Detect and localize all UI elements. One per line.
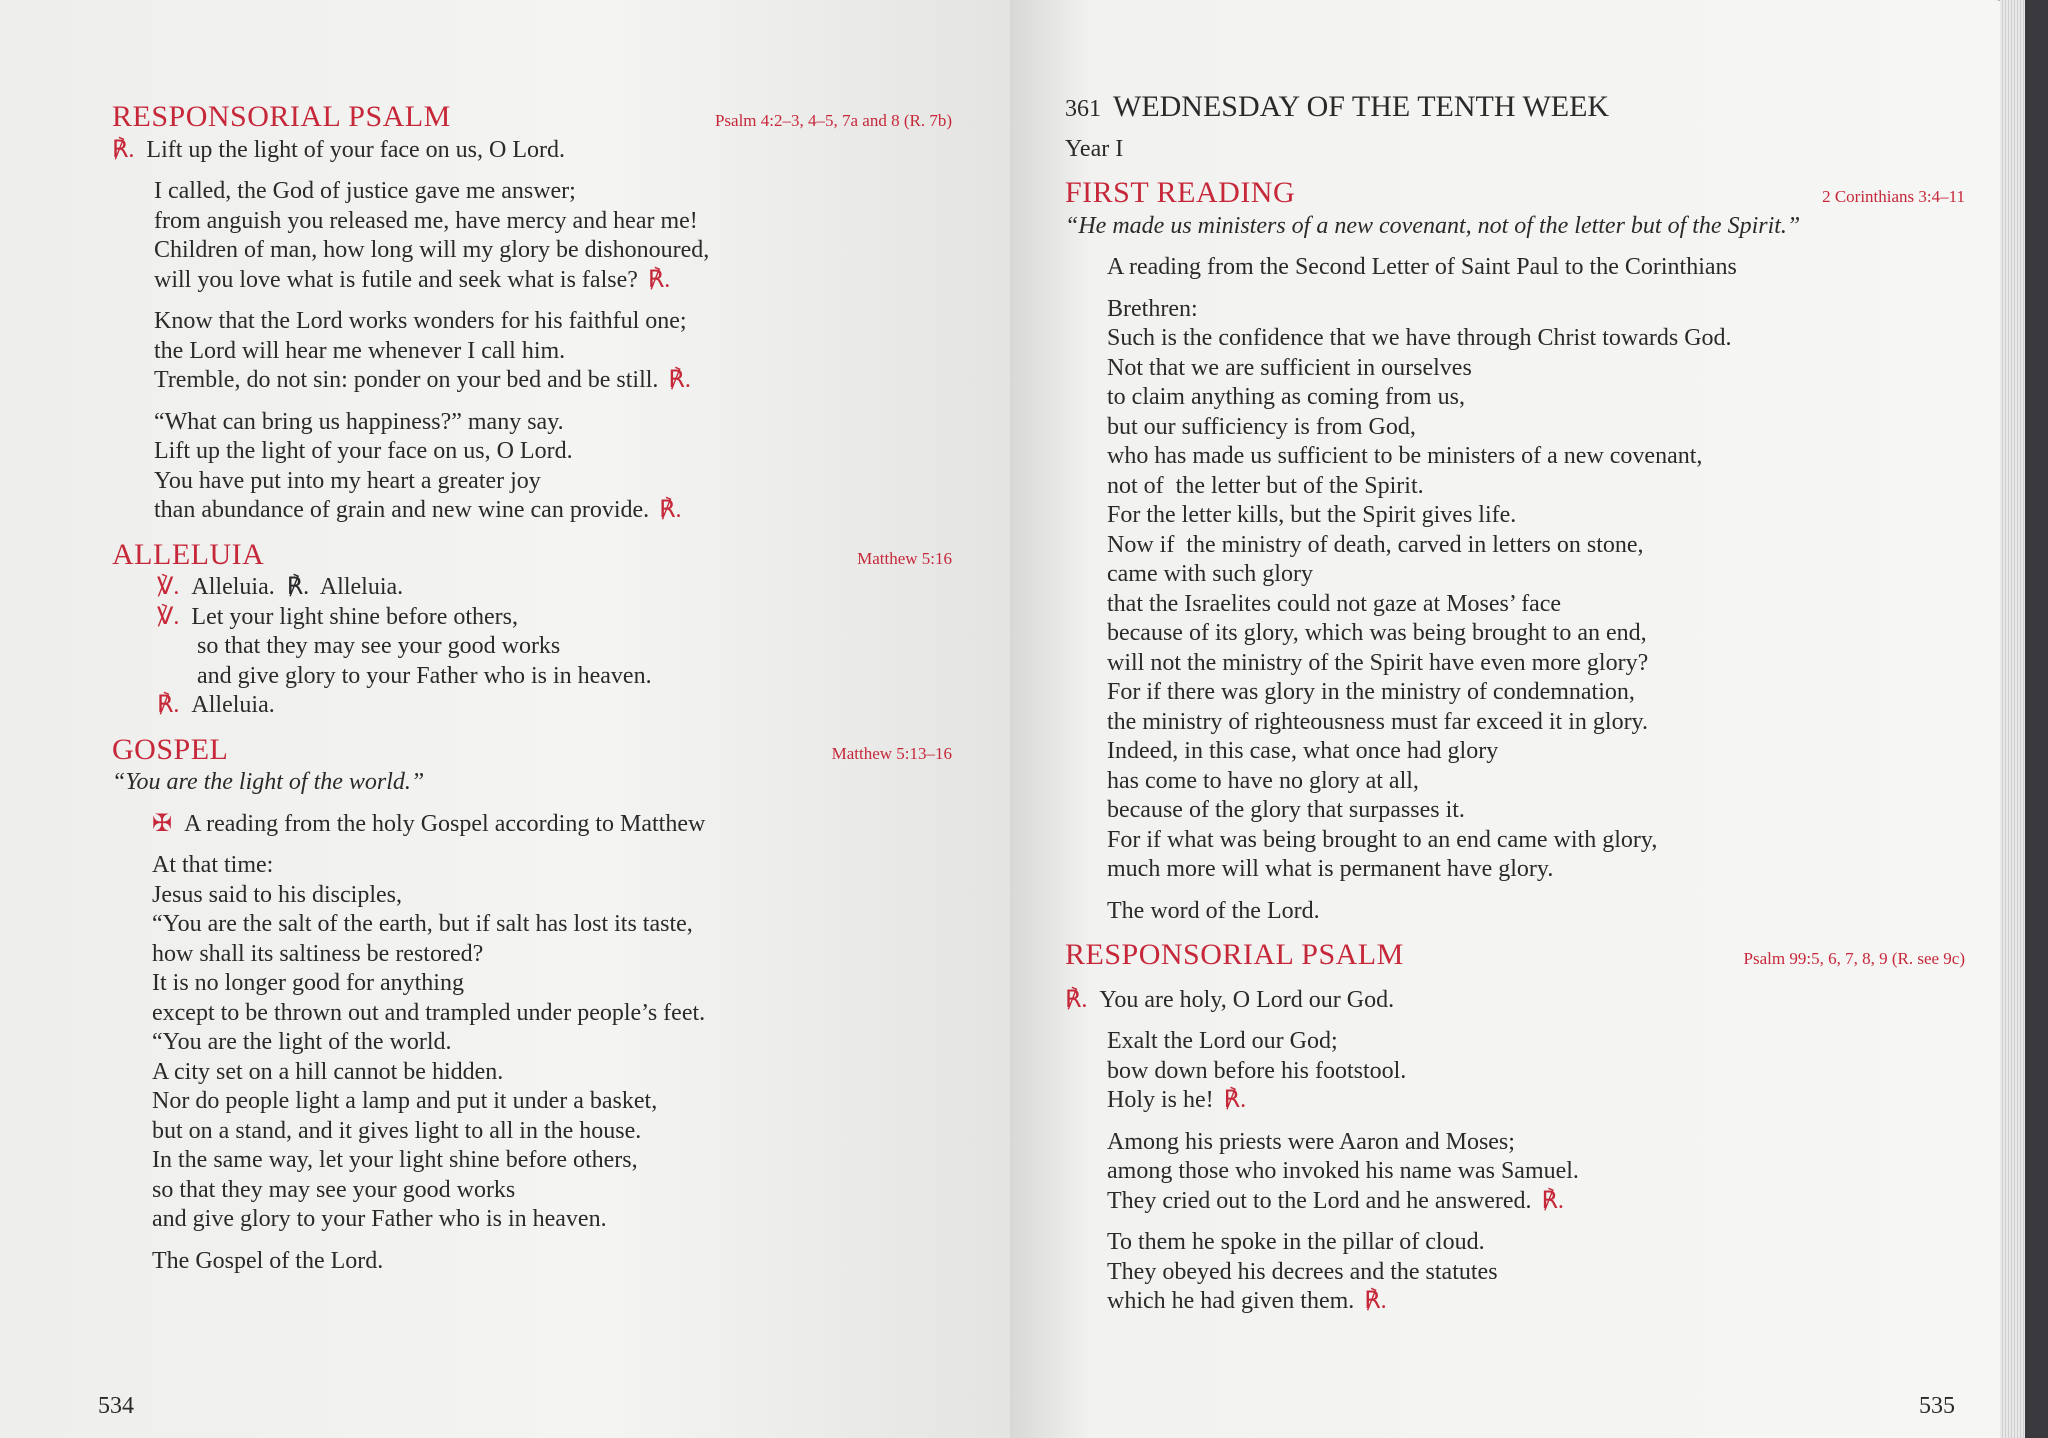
line-text: Holy is he! bbox=[1107, 1087, 1214, 1113]
text-line bbox=[1065, 708, 1965, 738]
line-text: from anguish you released me, have mercy and hear me! bbox=[154, 207, 698, 234]
text-line bbox=[112, 1176, 952, 1206]
text-line bbox=[112, 603, 952, 633]
text-line bbox=[1065, 737, 1965, 767]
right-page-content bbox=[1065, 92, 1965, 1317]
line-text: Know that the Lord works wonders for his faithful one; bbox=[154, 308, 687, 334]
text-line bbox=[1065, 383, 1965, 413]
text-line bbox=[1065, 1228, 1965, 1258]
line-text: and give glory to your Father who is in heaven. bbox=[152, 1206, 607, 1232]
text-line bbox=[1065, 1187, 1965, 1217]
line-text: among those who invoked his name was Samuel. bbox=[1107, 1158, 1579, 1184]
line-text: The word of the Lord. bbox=[1107, 897, 1320, 924]
versicle-symbol: ℣. bbox=[157, 603, 180, 630]
line-text: A reading from the holy Gospel according to Matthew bbox=[184, 810, 706, 837]
line-text: Year I bbox=[1065, 135, 1124, 162]
section-heading bbox=[112, 102, 952, 136]
line-text: and give glory to your Father who is in heaven. bbox=[197, 662, 652, 689]
right-page bbox=[1010, 0, 2025, 1438]
text-line bbox=[1065, 413, 1965, 443]
response-symbol: ℟. bbox=[1065, 986, 1088, 1013]
line-text: which he had given them. bbox=[1107, 1288, 1355, 1314]
text-line bbox=[112, 236, 952, 266]
line-text: so that they may see your good works bbox=[152, 1176, 516, 1203]
response-symbol: ℟. bbox=[668, 367, 691, 393]
section-title: GOSPEL bbox=[112, 732, 229, 766]
line-text: Jesus said to his disciples, bbox=[152, 881, 402, 908]
line-text: For the letter kills, but the Spirit gives life. bbox=[1107, 502, 1517, 528]
text-line bbox=[112, 467, 952, 497]
line-text: Nor do people light a lamp and put it under a basket, bbox=[152, 1088, 658, 1114]
versicle-symbol: ℣. bbox=[157, 574, 180, 600]
line-text: who has made us sufficient to be ministers of a new covenant, bbox=[1107, 443, 1703, 469]
text-line bbox=[1065, 678, 1965, 708]
line-text: Alleluia. bbox=[191, 692, 275, 718]
text-line bbox=[1065, 1027, 1965, 1057]
line-text: “What can bring us happiness?” many say. bbox=[154, 408, 564, 435]
entry-number: 361 bbox=[1065, 96, 1101, 122]
scripture-reference: Psalm 99:5, 6, 7, 8, 9 (R. see 9c) bbox=[1743, 949, 1965, 968]
text-line bbox=[112, 266, 952, 296]
text-line bbox=[112, 662, 952, 692]
response-symbol: ℟. bbox=[659, 497, 682, 523]
scripture-reference: Matthew 5:13–16 bbox=[831, 743, 952, 763]
line-text: Such is the confidence that we have through Christ towards God. bbox=[1107, 325, 1732, 351]
cross-icon: ✠ bbox=[152, 810, 173, 837]
text-line bbox=[112, 207, 952, 237]
line-text: A city set on a hill cannot be hidden. bbox=[152, 1058, 504, 1085]
text-line bbox=[112, 691, 952, 721]
line-text: Children of man, how long will my glory be dishonoured, bbox=[154, 237, 710, 263]
text-line bbox=[112, 573, 952, 603]
text-line bbox=[1065, 324, 1965, 354]
line-text: Not that we are sufficient in ourselves bbox=[1107, 354, 1472, 381]
text-line bbox=[1065, 135, 1965, 165]
scripture-reference: Matthew 5:16 bbox=[857, 548, 952, 568]
section-heading bbox=[112, 537, 952, 574]
line-text: Among his priests were Aaron and Moses; bbox=[1107, 1128, 1515, 1155]
text-line bbox=[1065, 855, 1965, 885]
page-number-right: 535 bbox=[1919, 1393, 1955, 1419]
text-line bbox=[112, 969, 952, 999]
section-title: ALLELUIA bbox=[112, 537, 265, 571]
scripture-reference: Psalm 4:2–3, 4–5, 7a and 8 (R. 7b) bbox=[714, 111, 952, 130]
scripture-reference: 2 Corinthians 3:4–11 bbox=[1822, 187, 1965, 206]
text-line bbox=[1065, 619, 1965, 649]
text-line bbox=[112, 437, 952, 467]
section-title: RESPONSORIAL PSALM bbox=[1065, 938, 1404, 971]
line-text: that the Israelites could not gaze at Moses’ face bbox=[1107, 590, 1562, 617]
text-line bbox=[1065, 560, 1965, 590]
page-edges bbox=[2000, 0, 2025, 1438]
text-line bbox=[1065, 1128, 1965, 1158]
text-line bbox=[112, 940, 952, 970]
line-text: Alleluia. ℟. Alleluia. bbox=[191, 574, 404, 600]
line-text: so that they may see your good works bbox=[197, 633, 561, 659]
line-text: but our sufficiency is from God, bbox=[1107, 413, 1416, 440]
line-text: In the same way, let your light shine before others, bbox=[152, 1147, 638, 1173]
line-text: Tremble, do not sin: ponder on your bed and be still. bbox=[154, 367, 659, 393]
page-number-left: 534 bbox=[98, 1393, 134, 1419]
text-line bbox=[1065, 354, 1965, 384]
text-line bbox=[1065, 472, 1965, 502]
text-line bbox=[1065, 767, 1965, 797]
section-heading bbox=[112, 732, 952, 769]
line-text: It is no longer good for anything bbox=[152, 970, 464, 996]
line-text: They obeyed his decrees and the statutes bbox=[1107, 1258, 1498, 1285]
text-line bbox=[112, 910, 952, 940]
text-line bbox=[112, 136, 952, 166]
line-text: to claim anything as coming from us, bbox=[1107, 384, 1465, 410]
section-title: RESPONSORIAL PSALM bbox=[112, 100, 451, 133]
section-heading bbox=[1065, 178, 1965, 212]
line-text: because of the glory that surpasses it. bbox=[1107, 797, 1465, 823]
line-text: than abundance of grain and new wine can provide. bbox=[154, 497, 650, 523]
text-line bbox=[1065, 212, 1965, 242]
text-line bbox=[1065, 1057, 1965, 1087]
line-text: but on a stand, and it gives light to all in the house. bbox=[152, 1117, 642, 1144]
line-text: the ministry of righteousness must far exceed it in glory. bbox=[1107, 708, 1648, 735]
line-text: Lift up the light of your face on us, O Lord. bbox=[146, 136, 565, 163]
text-line bbox=[112, 337, 952, 367]
line-text: You have put into my heart a greater joy bbox=[154, 467, 541, 494]
line-text: Indeed, in this case, what once had glory bbox=[1107, 738, 1499, 764]
line-text: To them he spoke in the pillar of cloud. bbox=[1107, 1229, 1485, 1255]
text-line bbox=[1065, 295, 1965, 325]
response-symbol: ℟. bbox=[1223, 1087, 1247, 1113]
text-line bbox=[1065, 1287, 1965, 1317]
text-line bbox=[1065, 796, 1965, 826]
text-line bbox=[112, 1205, 952, 1235]
text-line bbox=[1065, 986, 1965, 1016]
line-text: The Gospel of the Lord. bbox=[152, 1247, 384, 1274]
line-text: “You are the light of the world.” bbox=[112, 769, 425, 795]
line-text: “He made us ministers of a new covenant, not of the letter but of the Spirit.” bbox=[1065, 212, 1801, 239]
text-line bbox=[112, 881, 952, 911]
line-text: For if what was being brought to an end came with glory, bbox=[1107, 826, 1658, 853]
text-line bbox=[112, 1146, 952, 1176]
text-line bbox=[112, 810, 952, 840]
line-text: the Lord will hear me whenever I call him. bbox=[154, 337, 566, 364]
text-line bbox=[112, 768, 952, 798]
text-line bbox=[112, 307, 952, 337]
response-symbol: ℟. bbox=[1364, 1288, 1387, 1314]
left-page bbox=[0, 0, 1010, 1438]
line-text: Let your light shine before others, bbox=[191, 603, 518, 630]
line-text: Lift up the light of your face on us, O Lord. bbox=[154, 438, 573, 464]
text-line bbox=[1065, 897, 1965, 927]
text-line bbox=[112, 408, 952, 438]
line-text: A reading from the Second Letter of Saint Paul to the Corinthians bbox=[1107, 254, 1737, 280]
line-text: They cried out to the Lord and he answered. bbox=[1107, 1187, 1532, 1214]
line-text: At that time: bbox=[152, 852, 274, 878]
line-text: For if there was glory in the ministry of condemnation, bbox=[1107, 679, 1635, 705]
response-symbol: ℟. bbox=[647, 266, 671, 293]
line-text: because of its glory, which was being brought to an end, bbox=[1107, 620, 1647, 646]
day-title bbox=[1065, 92, 1965, 125]
text-line bbox=[112, 1058, 952, 1088]
text-line bbox=[112, 1028, 952, 1058]
text-line bbox=[1065, 590, 1965, 620]
line-text: “You are the salt of the earth, but if salt has lost its taste, bbox=[152, 911, 693, 937]
line-text: much more will what is permanent have glory. bbox=[1107, 856, 1554, 882]
text-line bbox=[112, 632, 952, 662]
text-line bbox=[1065, 826, 1965, 856]
response-symbol: ℟. bbox=[157, 692, 180, 718]
line-text: bow down before his footstool. bbox=[1107, 1057, 1407, 1084]
text-line bbox=[112, 366, 952, 396]
text-line bbox=[112, 851, 952, 881]
text-line bbox=[1065, 253, 1965, 283]
text-line bbox=[112, 1247, 952, 1277]
line-text: “You are the light of the world. bbox=[152, 1029, 452, 1055]
section-heading bbox=[1065, 940, 1965, 974]
text-line bbox=[1065, 501, 1965, 531]
text-line bbox=[112, 1087, 952, 1117]
line-text: not of the letter but of the Spirit. bbox=[1107, 472, 1424, 499]
line-text: how shall its saltiness be restored? bbox=[152, 940, 484, 967]
line-text: I called, the God of justice gave me answer; bbox=[154, 178, 576, 204]
section-title: FIRST READING bbox=[1065, 176, 1296, 209]
line-text: Brethren: bbox=[1107, 295, 1198, 322]
line-text: will not the ministry of the Spirit have even more glory? bbox=[1107, 649, 1649, 676]
text-line bbox=[112, 496, 952, 526]
text-line bbox=[1065, 1086, 1965, 1116]
text-line bbox=[1065, 531, 1965, 561]
line-text: except to be thrown out and trampled under people’s feet. bbox=[152, 999, 706, 1026]
left-page-content bbox=[112, 88, 952, 1276]
line-text: You are holy, O Lord our God. bbox=[1099, 986, 1395, 1013]
text-line bbox=[112, 999, 952, 1029]
response-symbol: ℟. bbox=[1541, 1187, 1564, 1214]
text-line bbox=[1065, 649, 1965, 679]
response-symbol: ℟. bbox=[112, 136, 135, 163]
text-line bbox=[1065, 1258, 1965, 1288]
text-line bbox=[112, 1117, 952, 1147]
line-text: came with such glory bbox=[1107, 561, 1313, 587]
line-text: Exalt the Lord our God; bbox=[1107, 1028, 1338, 1054]
text-line bbox=[1065, 1157, 1965, 1187]
line-text: will you love what is futile and seek what is false? bbox=[154, 266, 638, 293]
day-title-text: WEDNESDAY OF THE TENTH WEEK bbox=[1113, 90, 1610, 123]
text-line bbox=[112, 177, 952, 207]
line-text: has come to have no glory at all, bbox=[1107, 767, 1419, 794]
line-text: Now if the ministry of death, carved in letters on stone, bbox=[1107, 531, 1644, 558]
text-line bbox=[1065, 442, 1965, 472]
